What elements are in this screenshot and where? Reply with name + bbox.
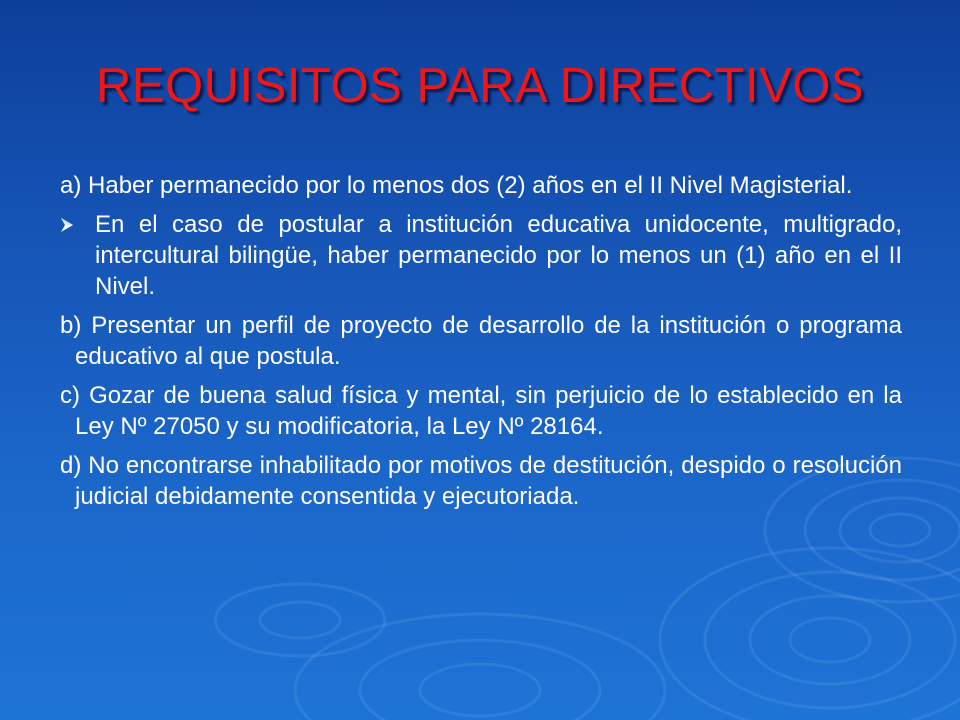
item-text: Presentar un perfil de proyecto de desarrollo de la institución o programa educativo al que postula. [75, 312, 902, 370]
item-marker: d) [60, 452, 89, 479]
item-marker: a) [60, 172, 89, 199]
arrow-bullet-icon [60, 217, 74, 233]
item-text: Haber permanecido por lo menos dos (2) años en el II Nivel Magisterial. [88, 172, 853, 199]
slide-title: REQUISITOS PARA DIRECTIVOS [95, 59, 865, 113]
item-marker: c) [60, 382, 90, 409]
requirement-item-bullet [60, 209, 902, 302]
requirement-item-a [60, 170, 902, 201]
requirement-item-d [60, 450, 902, 512]
requirement-item-c [60, 380, 902, 442]
requirements-list [60, 170, 902, 520]
requirement-item-b [60, 310, 902, 372]
item-text: En el caso de postular a institución educativa unidocente, multigrado, intercultural bilingüe, haber permanecido por lo menos un (1) año en el II Nivel. [95, 211, 902, 300]
item-text: Gozar de buena salud física y mental, sin perjuicio de lo establecido en la Ley Nº 27050 y su modificatoria, la Ley Nº 28164. [75, 382, 902, 440]
item-text: No encontrarse inhabilitado por motivos de destitución, despido o resolución judicial debidamente consentida y ejecutoriada. [75, 452, 902, 510]
item-marker: b) [60, 312, 92, 339]
